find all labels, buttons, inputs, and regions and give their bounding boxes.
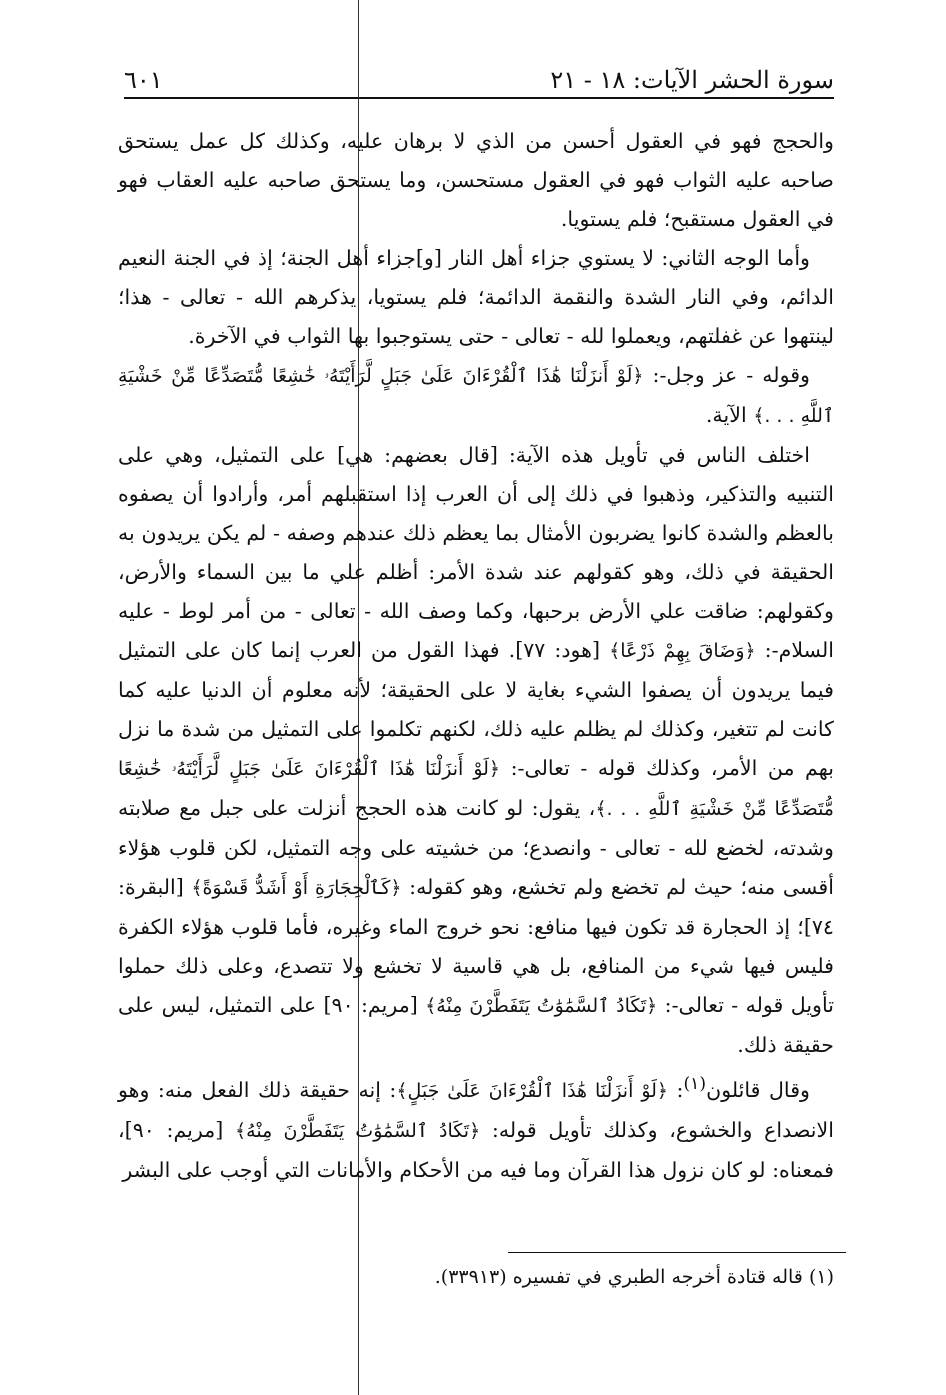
quran-verse: ﴿لَوْ أَنزَلْنَا هَٰذَا ٱلْقُرْءَانَ عَلَىٰ جَبَلٍ لَّرَأَيْتَهُۥ خَٰشِعًا مُّتَصَدِّعًا مِّنْ خَشْيَةِ ٱللَّهِ . . .﴾ bbox=[118, 758, 834, 820]
paragraph-text: [مريم: ٩٠] على التمثيل، ليس على حقيقة ذلك. bbox=[118, 993, 834, 1057]
paragraph-text: [هود: ٧٧]. فهذا القول من العرب إنما كان على التمثيل فيما يريدون أن يصفوا الشيء بغاية لا على الحقيقة؛ لأنه معلوم أن الدنيا عليه كما كانت لم تتغير، وكذلك لم يظلم عليه ذلك، لكنهم تكلموا على التمثيل من شدة ما نزل بهم من الأمر، وكذلك قوله - تعالى-: bbox=[118, 638, 834, 780]
footnote-ref: (١) bbox=[683, 1074, 707, 1094]
paragraph-text: : bbox=[668, 1077, 684, 1102]
footnote bbox=[118, 1260, 834, 1294]
paragraph bbox=[118, 356, 834, 436]
paragraph-text: [مريم: ٩٠]، فمعناه: لو كان نزول هذا القرآن وما فيه من الأحكام والأمانات التي أوجب على البشر bbox=[118, 1117, 834, 1182]
quran-verse: ﴿وَضَاقَ بِهِمْ ذَرْعًا﴾ bbox=[609, 640, 756, 662]
paragraph-text: وقوله - عز وجل-: bbox=[643, 363, 810, 387]
paragraph-text: وأما الوجه الثاني: لا يستوي جزاء أهل النار [و]جزاء أهل الجنة؛ إذ في الجنة النعيم الدائم، وفي النار الشدة والنقمة الدائمة؛ فلم يستويا، يذكرهم الله - تعالى - هذا؛ لينتهوا عن غفلتهم، ويعملوا لله - تعالى - حتى يستوجبوا بها الثواب في الآخرة. bbox=[118, 246, 834, 348]
header-rule bbox=[124, 97, 834, 99]
footnote-text: قاله قتادة أخرجه الطبري في تفسيره (٣٣٩١٣). bbox=[434, 1266, 803, 1288]
paragraph-text: والحجج فهو في العقول أحسن من الذي لا برهان عليه، وكذلك كل عمل يستحق صاحبه عليه الثواب فهو في العقول مستحسن، وما يستحق صاحبه عليه العقاب فهو في العقول مستقبح؛ فلم يستويا. bbox=[118, 129, 834, 231]
paragraph-text: [البقرة: ٧٤]؛ إذ الحجارة قد تكون فيها منافع: نحو خروج الماء وغيره، فأما قلوب هؤلاء الكفرة فليس فيها شيء من المنافع، بل هي قاسية لا تخشع ولا تتصدع، وعلى ذلك حملوا تأويل قوله - تعالى-: bbox=[118, 875, 835, 1017]
paragraph bbox=[118, 239, 834, 356]
paragraph-text: الآية. bbox=[705, 403, 754, 427]
page-number: ٦٠١ bbox=[124, 66, 163, 94]
paragraph bbox=[118, 1065, 834, 1190]
paragraph-text: ، يقول: لو كانت هذه الحجج أنزلت على جبل مع صلابته وشدته، لخضع لله - تعالى - وانصدع؛ من خشيته على وجه التمثيل، لكن قلوب هؤلاء أقسى منه؛ حيث لم تخضع ولم تخشع، وهو كقوله: bbox=[118, 796, 834, 899]
quran-verse: ﴿لَوْ أَنزَلْنَا هَٰذَا ٱلْقُرْءَانَ عَلَىٰ جَبَلٍ لَّرَأَيْتَهُۥ خَٰشِعًا مُّتَصَدِّعًا مِّنْ خَشْيَةِ ٱللَّهِ . . .﴾ bbox=[118, 365, 834, 427]
paragraph-text: اختلف الناس في تأويل هذه الآية: [قال بعضهم: هي] على التمثيل، وهي على التنبيه والتذكير، وذهبوا في ذلك إلى أن العرب إذا استقبلهم أمر، وأرادوا أن يصفوه بالعظم والشدة كانوا يضربون الأمثال بما يعظم ذلك عندهم وصفه - لم يكن يريدون به الحقيقة في ذلك، وهو كقولهم عند شدة الأمر: أظلم علي ما بين السماء والأرض، وكقولهم: ضاقت علي الأرض برحبها، وكما وصف الله - تعالى - من أمر لوط - عليه السلام-: bbox=[118, 443, 834, 662]
quran-verse: ﴿لَوْ أَنزَلْنَا هَٰذَا ٱلْقُرْءَانَ عَلَىٰ جَبَلٍ﴾ bbox=[396, 1079, 669, 1102]
paragraph bbox=[118, 436, 834, 1065]
paragraph bbox=[118, 122, 834, 239]
footnote-rule bbox=[508, 1252, 846, 1253]
quran-verse: ﴿تَكَادُ ٱلسَّمَٰوَٰتُ يَتَفَطَّرْنَ مِنْهُ﴾ bbox=[235, 1119, 481, 1142]
paragraph-text: : إنه حقيقة ذلك الفعل منه: وهو الانصداع والخشوع، وكذلك تأويل قوله: bbox=[118, 1077, 834, 1142]
running-header bbox=[124, 60, 834, 94]
running-title: سورة الحشر الآيات: ١٨ - ٢١ bbox=[550, 66, 834, 94]
footnote-marker: (١) bbox=[808, 1266, 834, 1288]
quran-verse: ﴿تَكَادُ ٱلسَّمَٰوَٰتُ يَتَفَطَّرْنَ مِنْهُ﴾ bbox=[425, 995, 658, 1017]
paragraph-text: وقال قائلون bbox=[706, 1077, 810, 1102]
quran-verse: ﴿كَٱلْحِجَارَةِ أَوْ أَشَدُّ قَسْوَةً﴾ bbox=[191, 877, 402, 899]
body-text bbox=[118, 122, 834, 1190]
